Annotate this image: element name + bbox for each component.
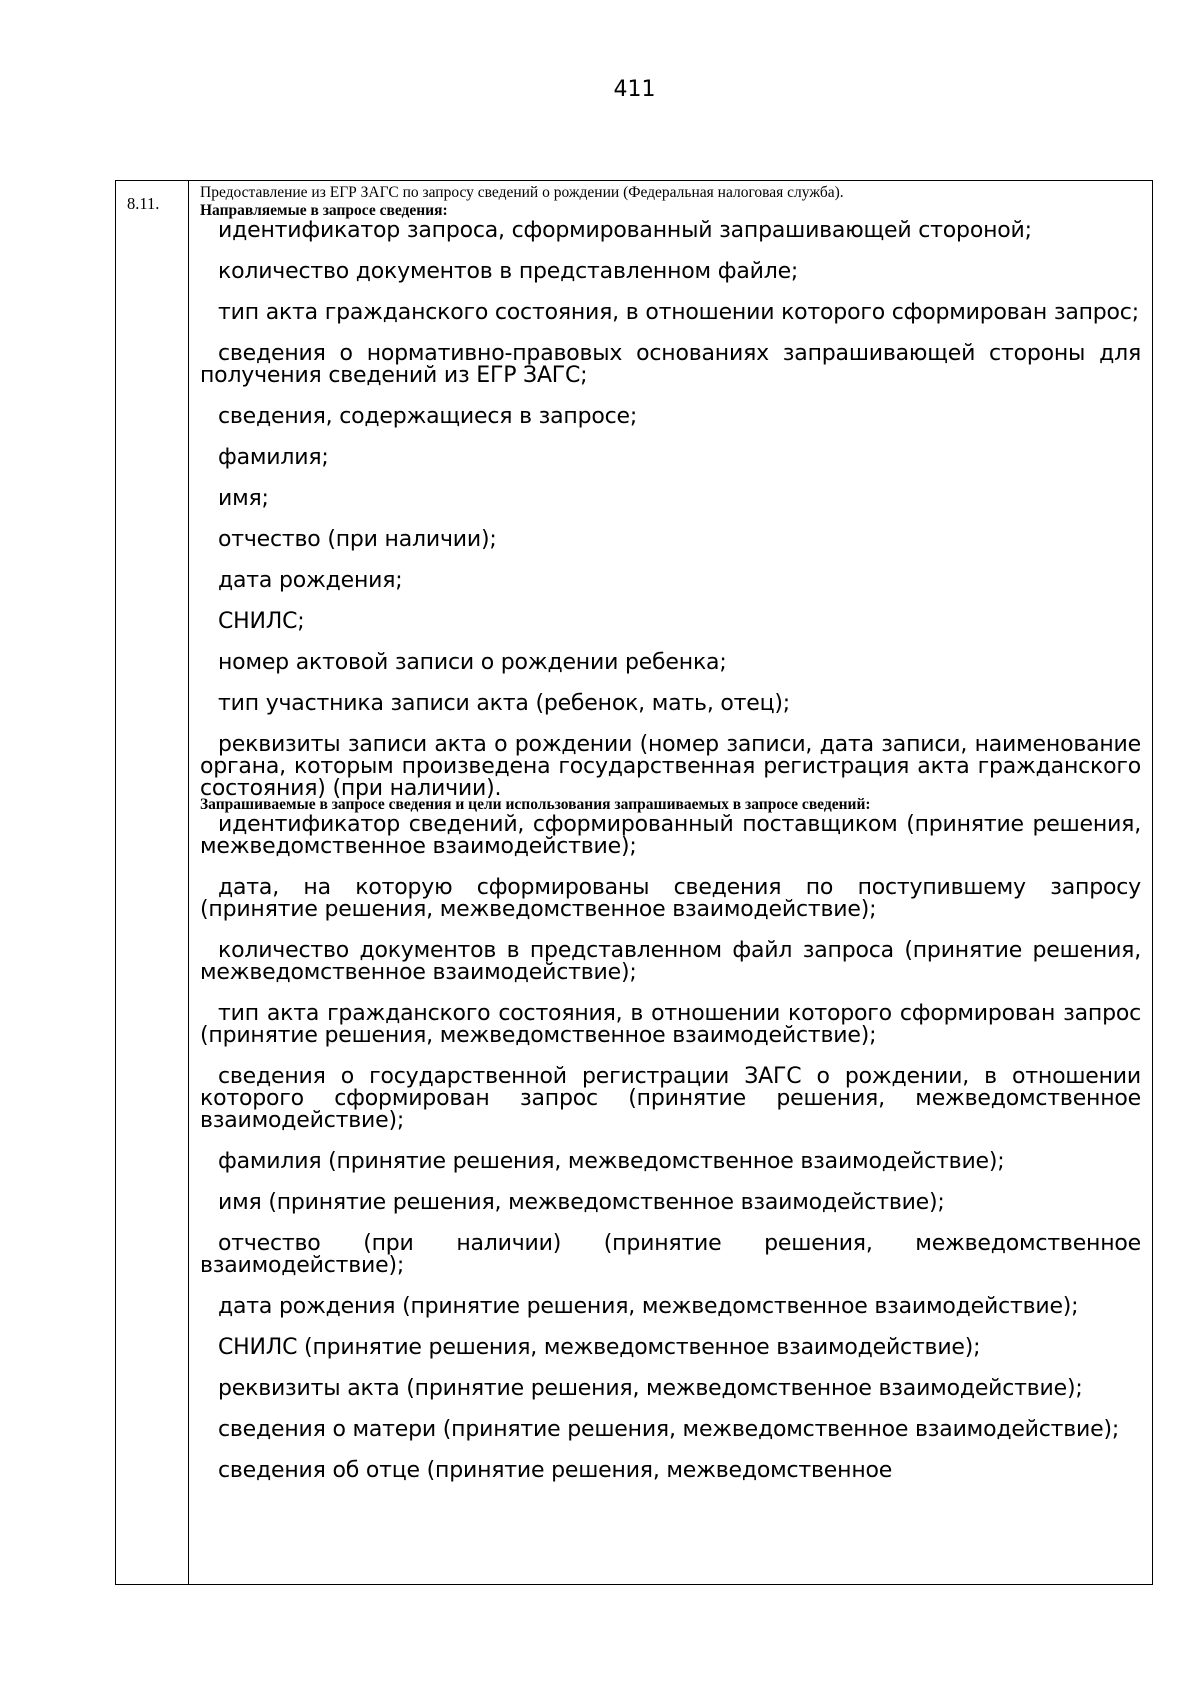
requested-list-item: сведения о государственной регистрации ЗАГС о рождении, в отношении которого сформирован запрос (принятие решения, межведомственное взаимодействие); — [200, 1064, 1141, 1133]
row-title: Предоставление из ЕГР ЗАГС по запросу сведений о рождении (Федеральная налоговая служба). — [200, 184, 844, 201]
requested-list-item: СНИЛС (принятие решения, межведомственное взаимодействие); — [218, 1335, 981, 1360]
sent-list-item: фамилия; — [218, 445, 329, 470]
requested-list-item: тип акта гражданского состояния, в отношении которого сформирован запрос (принятие решения, межведомственное взаимодействие); — [200, 1001, 1141, 1048]
sent-list-item: сведения о нормативно-правовых основаниях запрашивающей стороны для получения сведений из ЕГР ЗАГС; — [200, 341, 1141, 388]
row-number-cell — [116, 181, 189, 1584]
sent-list-item: отчество (при наличии); — [218, 527, 497, 552]
requested-list-item: сведения о матери (принятие решения, межведомственное взаимодействие); — [218, 1417, 1120, 1442]
requested-list-item: дата рождения (принятие решения, межведомственное взаимодействие); — [218, 1294, 1079, 1319]
sent-heading: Направляемые в запросе сведения: — [200, 202, 448, 219]
sent-items-list — [200, 220, 1141, 800]
page-number: 411 — [613, 77, 656, 102]
sent-list-item: тип участника записи акта (ребенок, мать, отец); — [218, 691, 790, 716]
requested-list-item: реквизиты акта (принятие решения, межведомственное взаимодействие); — [218, 1376, 1083, 1401]
sent-list-item: дата рождения; — [218, 568, 403, 593]
sent-list-item: номер актовой записи о рождении ребенка; — [218, 650, 727, 675]
requested-list-item: сведения об отце (принятие решения, межведомственное — [218, 1458, 893, 1483]
sent-list-item: СНИЛС; — [218, 609, 305, 634]
requested-list-item: идентификатор сведений, сформированный поставщиком (принятие решения, межведомственное взаимодействие); — [200, 812, 1141, 859]
sent-list-item: реквизиты записи акта о рождении (номер записи, дата записи, наименование органа, которым произведена государственная регистрация акта гражданского состояния) (при наличии). — [200, 732, 1141, 801]
table-row — [115, 180, 1153, 1585]
requested-items-list — [200, 814, 1141, 1482]
requested-list-item: дата, на которую сформированы сведения по поступившему запросу (принятие решения, межведомственное взаимодействие); — [200, 875, 1141, 922]
requested-list-item: имя (принятие решения, межведомственное взаимодействие); — [218, 1190, 945, 1215]
sent-list-item: количество документов в представленном файле; — [218, 259, 799, 284]
sent-list-item: идентификатор запроса, сформированный запрашивающей стороной; — [218, 218, 1032, 243]
requested-list-item: отчество (при наличии) (принятие решения, межведомственное взаимодействие); — [200, 1231, 1141, 1278]
row-number: 8.11. — [127, 194, 160, 213]
sent-list-item: сведения, содержащиеся в запросе; — [218, 404, 638, 429]
requested-heading: Запрашиваемые в запросе сведения и цели использования запрашиваемых в запросе сведений: — [200, 796, 871, 813]
sent-list-item: имя; — [218, 486, 269, 511]
requested-list-item: фамилия (принятие решения, межведомственное взаимодействие); — [218, 1149, 1005, 1174]
row-content-cell — [200, 184, 1141, 1482]
requested-list-item: количество документов в представленном файл запроса (принятие решения, межведомственное взаимодействие); — [200, 938, 1141, 985]
sent-list-item: тип акта гражданского состояния, в отношении которого сформирован запрос; — [218, 300, 1139, 325]
